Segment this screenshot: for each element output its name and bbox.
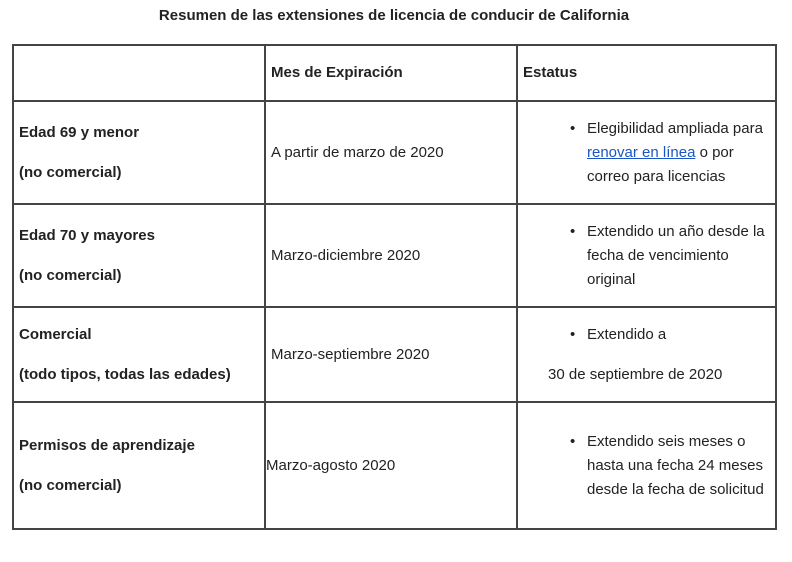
status-text: Extendido seis meses o hasta una fecha 24 meses desde la fecha de solicitud xyxy=(587,432,764,498)
header-status: Estatus xyxy=(517,45,776,101)
status-cell xyxy=(517,402,776,529)
status-text: Extendido a xyxy=(587,325,667,343)
extensions-table xyxy=(12,44,777,530)
header-expiration-month: Mes de Expiración xyxy=(265,45,517,101)
status-list xyxy=(518,430,775,502)
table-row xyxy=(13,402,776,529)
status-list xyxy=(518,117,775,189)
table-row xyxy=(13,204,776,307)
status-list xyxy=(518,323,775,347)
bullet-icon: • xyxy=(570,325,576,343)
status-list xyxy=(518,220,775,292)
page-title: Resumen de las extensiones de licencia de conducir de California xyxy=(158,7,630,24)
expiration-cell: Marzo-septiembre 2020 xyxy=(265,307,517,402)
category-label: Comercial xyxy=(19,325,92,343)
renew-online-link[interactable]: renovar en línea xyxy=(587,143,696,161)
expiration-cell: A partir de marzo de 2020 xyxy=(265,101,517,204)
bullet-icon: • xyxy=(570,119,576,137)
status-item xyxy=(570,323,775,347)
category-cell xyxy=(13,204,265,307)
status-item xyxy=(570,220,775,292)
category-cell xyxy=(13,307,265,402)
expiration-cell: Marzo-diciembre 2020 xyxy=(265,204,517,307)
table-row xyxy=(13,307,776,402)
category-label: Edad 70 y mayores xyxy=(19,226,155,244)
bullet-icon: • xyxy=(570,222,576,240)
table-header-row xyxy=(13,45,776,101)
status-continuation: 30 de septiembre de 2020 xyxy=(548,365,723,383)
category-label: Permisos de aprendizaje xyxy=(19,436,195,454)
table-row xyxy=(13,101,776,204)
status-text: Extendido un año desde la fecha de vencimiento original xyxy=(587,222,765,288)
header-category xyxy=(13,45,265,101)
status-text-before: Elegibilidad ampliada para xyxy=(587,119,763,137)
status-item xyxy=(570,117,775,189)
category-cell xyxy=(13,101,265,204)
bullet-icon: • xyxy=(570,432,576,450)
status-item xyxy=(570,430,775,502)
category-cell xyxy=(13,402,265,529)
category-qualifier: (no comercial) xyxy=(19,476,122,494)
expiration-cell: Marzo-agosto 2020 xyxy=(265,402,517,529)
category-qualifier: (todo tipos, todas las edades) xyxy=(19,365,231,383)
status-cell xyxy=(517,101,776,204)
category-qualifier: (no comercial) xyxy=(19,163,122,181)
status-cell xyxy=(517,307,776,402)
category-qualifier: (no comercial) xyxy=(19,266,122,284)
status-cell xyxy=(517,204,776,307)
status-text-after: o por correo para licencias xyxy=(587,143,734,185)
category-label: Edad 69 y menor xyxy=(19,123,140,141)
